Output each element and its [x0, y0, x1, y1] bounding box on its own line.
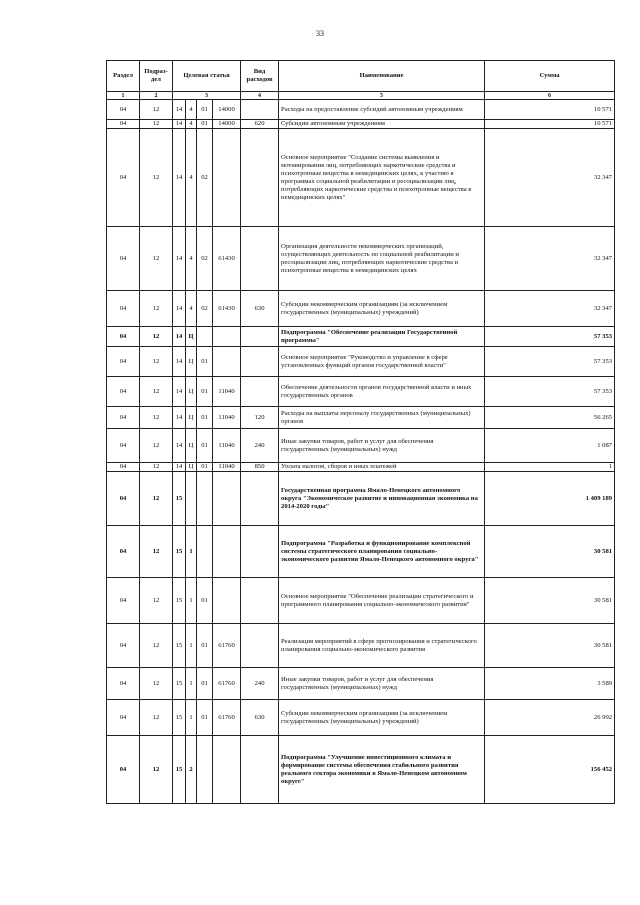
cell-podrazdel: 12 — [140, 227, 173, 291]
header-vid-rashodov: Вид расходов — [241, 61, 279, 92]
cell-razdel: 04 — [107, 120, 140, 129]
cell-celevaya-1: 15 — [173, 736, 186, 804]
cell-celevaya-1: 14 — [173, 227, 186, 291]
cell-podrazdel: 12 — [140, 526, 173, 578]
table-row — [107, 407, 615, 429]
cell-razdel: 04 — [107, 736, 140, 804]
cell-podrazdel: 12 — [140, 100, 173, 120]
table-row — [107, 624, 615, 668]
cell-vid-rashodov — [241, 526, 279, 578]
cell-celevaya-4 — [213, 736, 241, 804]
cell-razdel: 04 — [107, 668, 140, 700]
cell-celevaya-4 — [213, 526, 241, 578]
cell-celevaya-2: 1 — [186, 526, 197, 578]
table-row — [107, 327, 615, 347]
cell-vid-rashodov: 630 — [241, 700, 279, 736]
cell-summa: 3 589 — [485, 668, 615, 700]
table-row — [107, 526, 615, 578]
cell-vid-rashodov: 120 — [241, 407, 279, 429]
cell-celevaya-2: 2 — [186, 736, 197, 804]
cell-celevaya-1: 15 — [173, 668, 186, 700]
cell-vid-rashodov — [241, 377, 279, 407]
cell-razdel: 04 — [107, 578, 140, 624]
cell-summa: 57 353 — [485, 347, 615, 377]
cell-razdel: 04 — [107, 227, 140, 291]
cell-podrazdel: 12 — [140, 407, 173, 429]
cell-celevaya-2: Ц — [186, 377, 197, 407]
cell-vid-rashodov — [241, 736, 279, 804]
cell-celevaya-3: 01 — [197, 407, 213, 429]
cell-celevaya-4 — [213, 129, 241, 227]
cell-celevaya-4 — [213, 472, 241, 526]
table-row — [107, 736, 615, 804]
cell-celevaya-3: 01 — [197, 463, 213, 472]
cell-celevaya-2: Ц — [186, 347, 197, 377]
cell-celevaya-3 — [197, 472, 213, 526]
cell-naimenovanie: Расходы на предоставление субсидий автономным учреждениям — [279, 100, 485, 120]
cell-vid-rashodov — [241, 129, 279, 227]
cell-celevaya-3 — [197, 526, 213, 578]
cell-celevaya-2: Ц — [186, 407, 197, 429]
cell-razdel: 04 — [107, 700, 140, 736]
cell-celevaya-4: 61430 — [213, 227, 241, 291]
cell-podrazdel: 12 — [140, 736, 173, 804]
table-row — [107, 377, 615, 407]
cell-razdel: 04 — [107, 377, 140, 407]
col-number: 3 — [173, 92, 241, 100]
cell-celevaya-3: 01 — [197, 578, 213, 624]
col-number: 6 — [485, 92, 615, 100]
cell-podrazdel: 12 — [140, 347, 173, 377]
cell-celevaya-3: 01 — [197, 624, 213, 668]
cell-celevaya-3: 01 — [197, 100, 213, 120]
cell-celevaya-2: 1 — [186, 700, 197, 736]
cell-celevaya-1: 14 — [173, 407, 186, 429]
cell-celevaya-3: 01 — [197, 377, 213, 407]
cell-razdel: 04 — [107, 463, 140, 472]
table-row — [107, 129, 615, 227]
header-row — [107, 61, 615, 92]
cell-celevaya-2: 4 — [186, 120, 197, 129]
cell-razdel: 04 — [107, 327, 140, 347]
cell-vid-rashodov — [241, 624, 279, 668]
cell-summa: 30 581 — [485, 578, 615, 624]
cell-celevaya-4: 14000 — [213, 100, 241, 120]
cell-celevaya-1: 14 — [173, 463, 186, 472]
table-row — [107, 472, 615, 526]
cell-celevaya-1: 15 — [173, 624, 186, 668]
cell-podrazdel: 12 — [140, 327, 173, 347]
cell-vid-rashodov: 630 — [241, 291, 279, 327]
header-podrazdel: Подраз-дел — [140, 61, 173, 92]
cell-razdel: 04 — [107, 624, 140, 668]
cell-naimenovanie: Реализация мероприятий в сфере прогнозирования и стратегического планирования социально-экономического развития — [279, 624, 485, 668]
cell-celevaya-3: 01 — [197, 347, 213, 377]
cell-naimenovanie: Иные закупки товаров, работ и услуг для обеспечения государственных (муниципальных) нужд — [279, 429, 485, 463]
cell-podrazdel: 12 — [140, 291, 173, 327]
cell-celevaya-1: 14 — [173, 100, 186, 120]
cell-naimenovanie: Подпрограмма "Улучшение инвестиционного климата и формирование системы обеспечения стабильного развития реального сектора экономики в Ямало-Ненецком автономном округе" — [279, 736, 485, 804]
cell-celevaya-4: 11040 — [213, 377, 241, 407]
cell-celevaya-2: 4 — [186, 291, 197, 327]
cell-naimenovanie: Субсидии автономным учреждениям — [279, 120, 485, 129]
table-row — [107, 100, 615, 120]
cell-summa: 56 265 — [485, 407, 615, 429]
cell-podrazdel: 12 — [140, 472, 173, 526]
cell-razdel: 04 — [107, 291, 140, 327]
cell-summa: 32 347 — [485, 227, 615, 291]
cell-naimenovanie: Основное мероприятие "Создание системы выявления и мотивирования лиц, потребляющих наркотические средства и психотропные вещества в немедицинских целях, к участию в программах социальной реабилитации и ресоциализации лиц, потребляющих наркотические средства и психотропные вещества в немедицинских целях" — [279, 129, 485, 227]
cell-summa: 1 — [485, 463, 615, 472]
cell-celevaya-1: 15 — [173, 472, 186, 526]
table-row — [107, 227, 615, 291]
cell-summa: 57 353 — [485, 327, 615, 347]
cell-vid-rashodov — [241, 347, 279, 377]
cell-naimenovanie: Иные закупки товаров, работ и услуг для обеспечения государственных (муниципальных) нужд — [279, 668, 485, 700]
cell-celevaya-3 — [197, 327, 213, 347]
cell-celevaya-2: 4 — [186, 129, 197, 227]
cell-celevaya-2 — [186, 472, 197, 526]
cell-naimenovanie: Обеспечение деятельности органов государственной власти и иных государственных органов — [279, 377, 485, 407]
cell-summa: 1 087 — [485, 429, 615, 463]
cell-summa: 30 581 — [485, 526, 615, 578]
table-row — [107, 429, 615, 463]
cell-celevaya-1: 15 — [173, 700, 186, 736]
cell-celevaya-4: 61760 — [213, 700, 241, 736]
cell-summa: 26 992 — [485, 700, 615, 736]
cell-celevaya-1: 14 — [173, 291, 186, 327]
cell-naimenovanie: Государственная программа Ямало-Ненецкого автономного округа "Экономическое развитие и инновационная экономика на 2014-2020 годы" — [279, 472, 485, 526]
cell-razdel: 04 — [107, 429, 140, 463]
cell-celevaya-1: 14 — [173, 377, 186, 407]
cell-naimenovanie: Субсидии некоммерческим организациям (за исключением государственных (муниципальных) учреждений) — [279, 700, 485, 736]
table-row — [107, 463, 615, 472]
cell-celevaya-4: 61760 — [213, 624, 241, 668]
cell-celevaya-4: 11040 — [213, 407, 241, 429]
page-number: 33 — [316, 29, 324, 38]
cell-summa: 10 571 — [485, 100, 615, 120]
cell-celevaya-1: 14 — [173, 120, 186, 129]
cell-celevaya-4: 14000 — [213, 120, 241, 129]
cell-celevaya-3: 01 — [197, 120, 213, 129]
cell-celevaya-2: Ц — [186, 463, 197, 472]
cell-podrazdel: 12 — [140, 377, 173, 407]
cell-podrazdel: 12 — [140, 129, 173, 227]
cell-celevaya-2: 1 — [186, 668, 197, 700]
cell-naimenovanie: Субсидии некоммерческим организациям (за исключением государственных (муниципальных) учреждений) — [279, 291, 485, 327]
cell-summa: 10 571 — [485, 120, 615, 129]
cell-celevaya-2: Ц — [186, 327, 197, 347]
cell-naimenovanie: Основное мероприятие "Руководство и управление в сфере установленных функций органов государственной власти" — [279, 347, 485, 377]
cell-razdel: 04 — [107, 526, 140, 578]
cell-vid-rashodov: 850 — [241, 463, 279, 472]
cell-podrazdel: 12 — [140, 429, 173, 463]
cell-vid-rashodov — [241, 327, 279, 347]
cell-celevaya-1: 15 — [173, 578, 186, 624]
cell-vid-rashodov — [241, 227, 279, 291]
cell-celevaya-4: 11040 — [213, 463, 241, 472]
cell-celevaya-3: 01 — [197, 429, 213, 463]
cell-celevaya-1: 14 — [173, 327, 186, 347]
cell-podrazdel: 12 — [140, 120, 173, 129]
header-razdel: Раздел — [107, 61, 140, 92]
cell-celevaya-4: 61430 — [213, 291, 241, 327]
budget-table — [106, 60, 615, 804]
cell-summa: 57 353 — [485, 377, 615, 407]
cell-celevaya-4: 61760 — [213, 668, 241, 700]
column-number-row — [107, 92, 615, 100]
cell-vid-rashodov: 620 — [241, 120, 279, 129]
cell-naimenovanie: Подпрограмма "Обеспечение реализации Государственной программы" — [279, 327, 485, 347]
cell-vid-rashodov — [241, 472, 279, 526]
cell-celevaya-3: 02 — [197, 291, 213, 327]
cell-podrazdel: 12 — [140, 578, 173, 624]
cell-vid-rashodov — [241, 578, 279, 624]
cell-summa: 1 409 189 — [485, 472, 615, 526]
cell-naimenovanie: Организация деятельности некоммерческих организаций, осуществляющих деятельность по социальной реабилитации и ресоциализации лиц, потребляющих наркотические средства и психотропные вещества в немедицинских целях — [279, 227, 485, 291]
table-row — [107, 291, 615, 327]
cell-naimenovanie: Подпрограмма "Разработка и функционирование комплексной системы стратегического планирования социально-экономического развития Ямало-Ненецкого автономного округа" — [279, 526, 485, 578]
header-celevaya-statya: Целевая статья — [173, 61, 241, 92]
cell-vid-rashodov: 240 — [241, 429, 279, 463]
cell-summa: 32 347 — [485, 129, 615, 227]
col-number: 1 — [107, 92, 140, 100]
cell-celevaya-3 — [197, 736, 213, 804]
cell-celevaya-4 — [213, 578, 241, 624]
cell-celevaya-2: 4 — [186, 227, 197, 291]
cell-naimenovanie: Основное мероприятие "Обеспечение реализации стратегического и программного планирования социально-экономического развития" — [279, 578, 485, 624]
cell-naimenovanie: Расходы на выплаты персоналу государственных (муниципальных) органов — [279, 407, 485, 429]
cell-celevaya-2: 1 — [186, 578, 197, 624]
cell-razdel: 04 — [107, 129, 140, 227]
cell-summa: 30 581 — [485, 624, 615, 668]
cell-vid-rashodov — [241, 100, 279, 120]
cell-summa: 156 452 — [485, 736, 615, 804]
cell-razdel: 04 — [107, 100, 140, 120]
cell-razdel: 04 — [107, 407, 140, 429]
cell-razdel: 04 — [107, 347, 140, 377]
cell-celevaya-4 — [213, 327, 241, 347]
header-naimenovanie: Наименование — [279, 61, 485, 92]
col-number: 2 — [140, 92, 173, 100]
col-number: 4 — [241, 92, 279, 100]
cell-celevaya-3: 01 — [197, 668, 213, 700]
cell-podrazdel: 12 — [140, 668, 173, 700]
cell-celevaya-3: 02 — [197, 227, 213, 291]
table-row — [107, 347, 615, 377]
cell-celevaya-1: 14 — [173, 129, 186, 227]
cell-celevaya-4: 11040 — [213, 429, 241, 463]
table-row — [107, 700, 615, 736]
cell-razdel: 04 — [107, 472, 140, 526]
cell-summa: 32 347 — [485, 291, 615, 327]
cell-celevaya-4 — [213, 347, 241, 377]
cell-celevaya-2: Ц — [186, 429, 197, 463]
cell-celevaya-1: 14 — [173, 429, 186, 463]
cell-podrazdel: 12 — [140, 700, 173, 736]
cell-naimenovanie: Уплата налогов, сборов и иных платежей — [279, 463, 485, 472]
col-number: 5 — [279, 92, 485, 100]
cell-celevaya-2: 4 — [186, 100, 197, 120]
cell-celevaya-2: 1 — [186, 624, 197, 668]
cell-podrazdel: 12 — [140, 463, 173, 472]
header-summa: Сумма — [485, 61, 615, 92]
cell-celevaya-1: 15 — [173, 526, 186, 578]
cell-vid-rashodov: 240 — [241, 668, 279, 700]
table-row — [107, 668, 615, 700]
cell-podrazdel: 12 — [140, 624, 173, 668]
cell-celevaya-3: 01 — [197, 700, 213, 736]
cell-celevaya-1: 14 — [173, 347, 186, 377]
table-row — [107, 578, 615, 624]
cell-celevaya-3: 02 — [197, 129, 213, 227]
table-row — [107, 120, 615, 129]
